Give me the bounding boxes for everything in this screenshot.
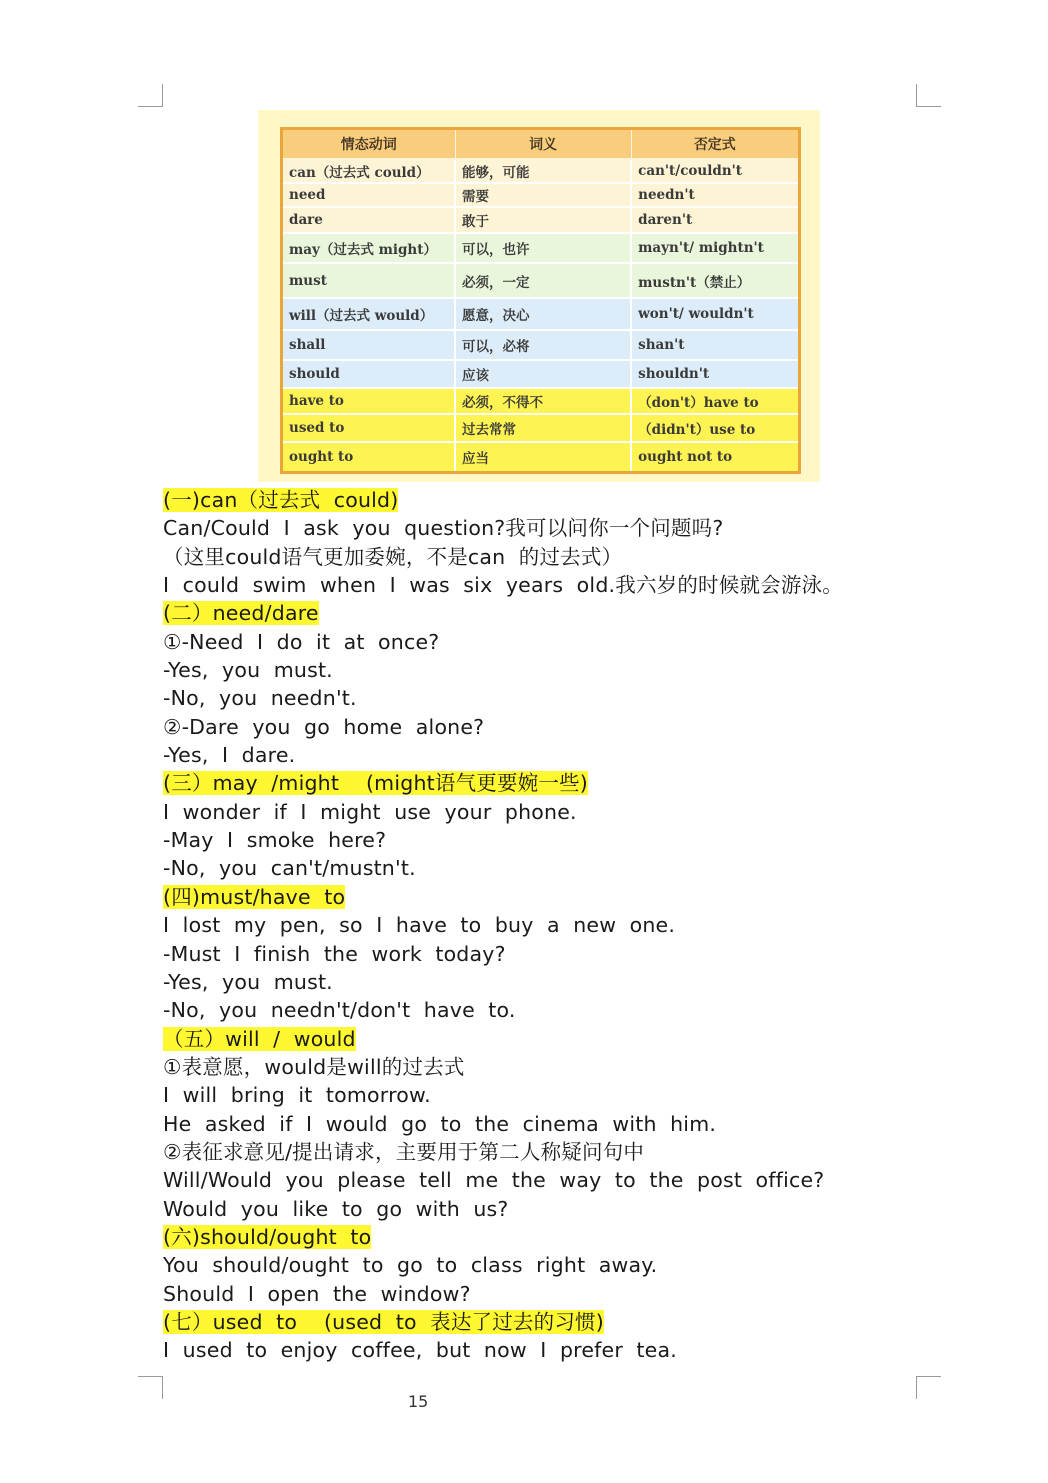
text-line bbox=[163, 911, 883, 939]
cell-modal-verb: have to bbox=[282, 388, 456, 414]
text-line bbox=[163, 1138, 883, 1166]
cell-negative-form: shan't bbox=[631, 330, 799, 360]
text-line-content: I will bring it tomorrow. bbox=[163, 1083, 431, 1108]
modal-verbs-table bbox=[280, 127, 801, 474]
text-line bbox=[163, 741, 883, 769]
section-heading-text: (七）used to (used to 表达了过去的习惯) bbox=[163, 1309, 604, 1334]
text-line-content: Would you like to go with us? bbox=[163, 1196, 509, 1221]
text-line bbox=[163, 1280, 883, 1308]
text-line-content: ②-Dare you go home alone? bbox=[163, 714, 485, 739]
text-line-content: Will/Would you please tell me the way to the post office? bbox=[163, 1168, 825, 1193]
header-negative-form: 否定式 bbox=[631, 129, 799, 160]
table-row bbox=[282, 442, 800, 472]
text-line-content: He asked if I would go to the cinema with him. bbox=[163, 1111, 717, 1136]
cell-negative-form: needn't bbox=[631, 183, 799, 207]
cell-modal-verb: used to bbox=[282, 414, 456, 442]
text-line-content: I used to enjoy coffee, but now I prefer tea. bbox=[163, 1338, 677, 1363]
cell-modal-verb: dare bbox=[282, 207, 456, 233]
text-line bbox=[163, 826, 883, 854]
table-header-row bbox=[282, 129, 800, 160]
grammar-notes bbox=[163, 486, 883, 1365]
section-heading-text: (二）need/dare bbox=[163, 601, 319, 626]
table-row bbox=[282, 183, 800, 207]
cell-meaning: 愿意，决心 bbox=[455, 298, 631, 330]
crop-mark-top-left bbox=[138, 84, 163, 107]
text-line-content: ②表征求意见/提出请求，主要用于第二人称疑问句中 bbox=[163, 1139, 645, 1164]
cell-negative-form: mustn't（禁止） bbox=[631, 263, 799, 297]
cell-modal-verb: shall bbox=[282, 330, 456, 360]
cell-modal-verb: can（过去式 could） bbox=[282, 159, 456, 183]
cell-modal-verb: will（过去式 would） bbox=[282, 298, 456, 330]
cell-modal-verb: need bbox=[282, 183, 456, 207]
table-row bbox=[282, 298, 800, 330]
section-heading bbox=[163, 883, 883, 911]
section-heading-text: （五）will / would bbox=[163, 1026, 356, 1051]
text-line bbox=[163, 1251, 883, 1279]
text-line-content: -No, you needn't. bbox=[163, 686, 357, 711]
cell-meaning: 能够，可能 bbox=[455, 159, 631, 183]
cell-modal-verb: may（过去式 might） bbox=[282, 233, 456, 263]
text-line bbox=[163, 514, 883, 542]
cell-modal-verb: should bbox=[282, 360, 456, 388]
cell-meaning: 必须，不得不 bbox=[455, 388, 631, 414]
text-line bbox=[163, 543, 883, 571]
text-line bbox=[163, 1166, 883, 1194]
text-line-content: -No, you can't/mustn't. bbox=[163, 856, 416, 881]
section-heading-text: (一)can（过去式 could) bbox=[163, 488, 399, 512]
text-line bbox=[163, 940, 883, 968]
modal-verbs-table-image bbox=[258, 110, 820, 482]
cell-meaning: 应当 bbox=[455, 442, 631, 472]
cell-meaning: 敢于 bbox=[455, 207, 631, 233]
text-line bbox=[163, 1110, 883, 1138]
table-row bbox=[282, 159, 800, 183]
cell-negative-form: shouldn't bbox=[631, 360, 799, 388]
text-line bbox=[163, 798, 883, 826]
text-line-content: ①-Need I do it at once? bbox=[163, 629, 440, 654]
cell-negative-form: ought not to bbox=[631, 442, 799, 472]
section-heading-text: (三）may /might (might语气更要婉一些) bbox=[163, 771, 588, 796]
cell-meaning: 必须，一定 bbox=[455, 263, 631, 297]
text-line-content: You should/ought to go to class right away. bbox=[163, 1253, 658, 1278]
text-line bbox=[163, 628, 883, 656]
text-line-content: Can/Could I ask you question?我可以问你一个问题吗? bbox=[163, 516, 724, 541]
header-modal-verb: 情态动词 bbox=[282, 129, 456, 160]
cell-negative-form: mayn't/ mightn't bbox=[631, 233, 799, 263]
section-heading bbox=[163, 769, 883, 797]
cell-modal-verb: ought to bbox=[282, 442, 456, 472]
text-line bbox=[163, 854, 883, 882]
text-line-content: -Yes, I dare. bbox=[163, 743, 296, 768]
text-line bbox=[163, 996, 883, 1024]
table-row bbox=[282, 414, 800, 442]
cell-meaning: 需要 bbox=[455, 183, 631, 207]
section-heading bbox=[163, 1308, 883, 1336]
header-meaning: 词义 bbox=[455, 129, 631, 160]
crop-mark-bottom-right bbox=[916, 1376, 941, 1399]
section-heading bbox=[163, 486, 883, 514]
text-line-content: I could swim when I was six years old.我六岁的时候就会游泳。 bbox=[163, 573, 843, 598]
text-line bbox=[163, 571, 883, 599]
cell-modal-verb: must bbox=[282, 263, 456, 297]
text-line-content: -Must I finish the work today? bbox=[163, 941, 506, 966]
crop-mark-top-right bbox=[916, 84, 941, 107]
table-row bbox=[282, 330, 800, 360]
cell-meaning: 可以，必将 bbox=[455, 330, 631, 360]
text-line bbox=[163, 1336, 883, 1364]
cell-meaning: 过去常常 bbox=[455, 414, 631, 442]
text-line-content: （这里could语气更加委婉，不是can 的过去式） bbox=[163, 544, 623, 569]
text-line-content: Should I open the window? bbox=[163, 1281, 471, 1306]
cell-negative-form: （didn't）use to bbox=[631, 414, 799, 442]
text-line-content: -Yes, you must. bbox=[163, 658, 333, 683]
text-line bbox=[163, 1195, 883, 1223]
cell-meaning: 可以，也许 bbox=[455, 233, 631, 263]
table-row bbox=[282, 388, 800, 414]
text-line bbox=[163, 1053, 883, 1081]
cell-negative-form: can't/couldn't bbox=[631, 159, 799, 183]
text-line-content: -May I smoke here? bbox=[163, 828, 387, 853]
text-line-content: ①表意愿，would是will的过去式 bbox=[163, 1054, 465, 1079]
cell-negative-form: （don't）have to bbox=[631, 388, 799, 414]
text-line bbox=[163, 713, 883, 741]
text-line bbox=[163, 968, 883, 996]
section-heading bbox=[163, 1025, 883, 1053]
section-heading bbox=[163, 1223, 883, 1251]
text-line-content: -No, you needn't/don't have to. bbox=[163, 998, 516, 1023]
cell-negative-form: daren't bbox=[631, 207, 799, 233]
cell-negative-form: won't/ wouldn't bbox=[631, 298, 799, 330]
text-line bbox=[163, 1081, 883, 1109]
table-body bbox=[282, 159, 800, 473]
text-line-content: I lost my pen, so I have to buy a new one. bbox=[163, 913, 676, 938]
text-line-content: -Yes, you must. bbox=[163, 969, 333, 994]
section-heading bbox=[163, 599, 883, 627]
table-row bbox=[282, 263, 800, 297]
table-row bbox=[282, 360, 800, 388]
table-row bbox=[282, 207, 800, 233]
text-line-content: I wonder if I might use your phone. bbox=[163, 799, 577, 824]
cell-meaning: 应该 bbox=[455, 360, 631, 388]
crop-mark-bottom-left bbox=[138, 1376, 163, 1399]
section-heading-text: (六)should/ought to bbox=[163, 1224, 372, 1249]
text-line bbox=[163, 684, 883, 712]
page-number: 15 bbox=[408, 1392, 429, 1411]
table-row bbox=[282, 233, 800, 263]
section-heading-text: (四)must/have to bbox=[163, 884, 346, 909]
text-line bbox=[163, 656, 883, 684]
